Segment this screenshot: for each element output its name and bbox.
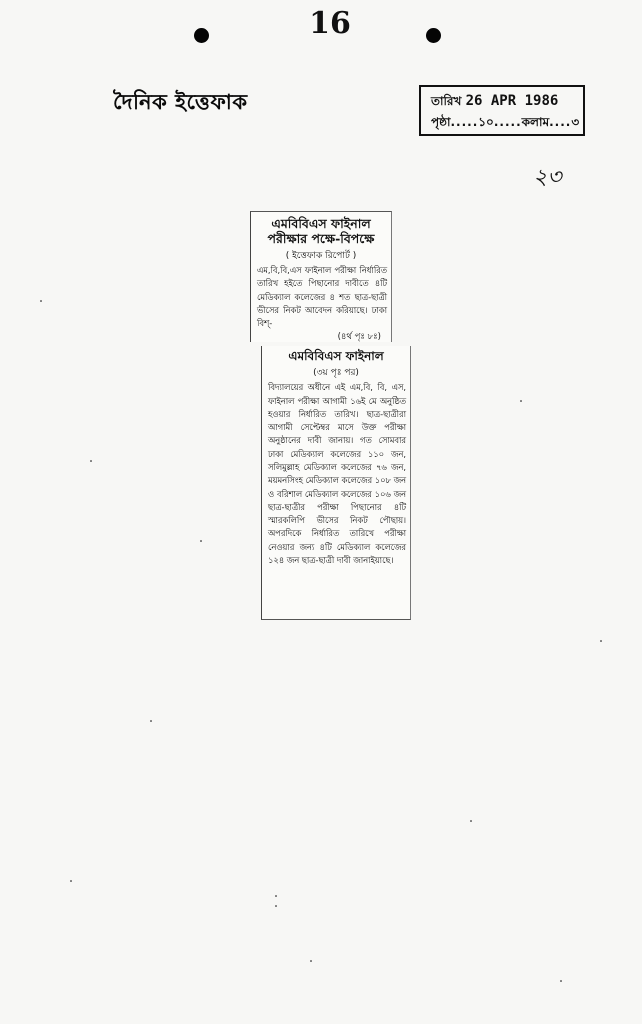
- article-lead-text: এম,বি,বি,এস ফাইনাল পরীক্ষা নির্ধারিত তারিখ হইতে পিছানোর দাবীতে ৪টি মেডিক্যাল কলেজের ৪ শত ছাত্র-ছাত্রী ভীসের নিকট আবেদন করিয়াছে। ঢাকা বিশ্-: [257, 265, 387, 329]
- date-value: 26 APR 1986: [465, 93, 559, 109]
- date-row: [431, 93, 558, 113]
- page-column-row: পৃষ্ঠা.....১০.....কলাম....৩: [431, 115, 580, 129]
- page-label: পৃষ্ঠা: [431, 115, 451, 129]
- continuation-text: বিদ্যালয়ের অধীনে এই এম,বি, বি, এস, ফাইনাল পরীক্ষা আগামী ১৬ই মে অনুষ্ঠিত হওয়ার নির্ধারিত তারিখ। ছাত্র-ছাত্রীরা আগামী সেপ্টেম্বর মাসে উক্ত পরীক্ষা অনুষ্ঠানের দাবী জানায়। গত সোমবার ঢাকা মেডিক্যাল কলেজের ১১০ জন, সলিমুল্লাহ মেডিক্যাল কলেজের ৭৬ জন, ময়মনসিংহ মেডিক্যাল কলেজের ১০৮ জন ও বরিশাল মেডিক্যাল কলেজের ১০৬ জন ছাত্র-ছাত্রীর পরীক্ষা পিছানোর ৪টি স্মারকলিপি ভীসের নিকট পৌছায়। অপরদিকে নির্ধারিত তারিখে পরীক্ষা নেওয়ার জন্য ৪টি মেডিক্যাল কলেজের ১২৪ জন ছাত্র-ছাত্রী দাবী জানাইয়াছে।: [268, 382, 406, 565]
- article-source: ( ইত্তেফাক রিপোর্ট ): [285, 251, 357, 261]
- continuation-headline: এমবিবিএস ফাইনাল: [288, 349, 384, 363]
- punch-hole-right: [426, 28, 441, 43]
- date-label: তারিখ: [431, 94, 462, 108]
- page-number: 16: [309, 6, 351, 41]
- newspaper-name: দৈনিক ইত্তেফাক: [113, 90, 248, 114]
- news-clipping-part1: [250, 211, 392, 342]
- handwritten-note: ২৩: [533, 165, 562, 190]
- news-clipping-part2: [261, 346, 411, 620]
- continued-note: (৪র্থ পৃঃ ৮ঃ): [337, 332, 381, 343]
- page-value: ১০: [478, 115, 494, 129]
- column-label: কলাম: [521, 115, 550, 129]
- date-stamp: [419, 85, 585, 136]
- punch-hole-left: [194, 28, 209, 43]
- continuation-source: (৩য় পৃঃ পর): [313, 368, 359, 379]
- column-value: ৩: [571, 115, 580, 129]
- article-headline: এমবিবিএস ফাইনাল পরীক্ষার পক্ষে-বিপক্ষে: [267, 216, 375, 246]
